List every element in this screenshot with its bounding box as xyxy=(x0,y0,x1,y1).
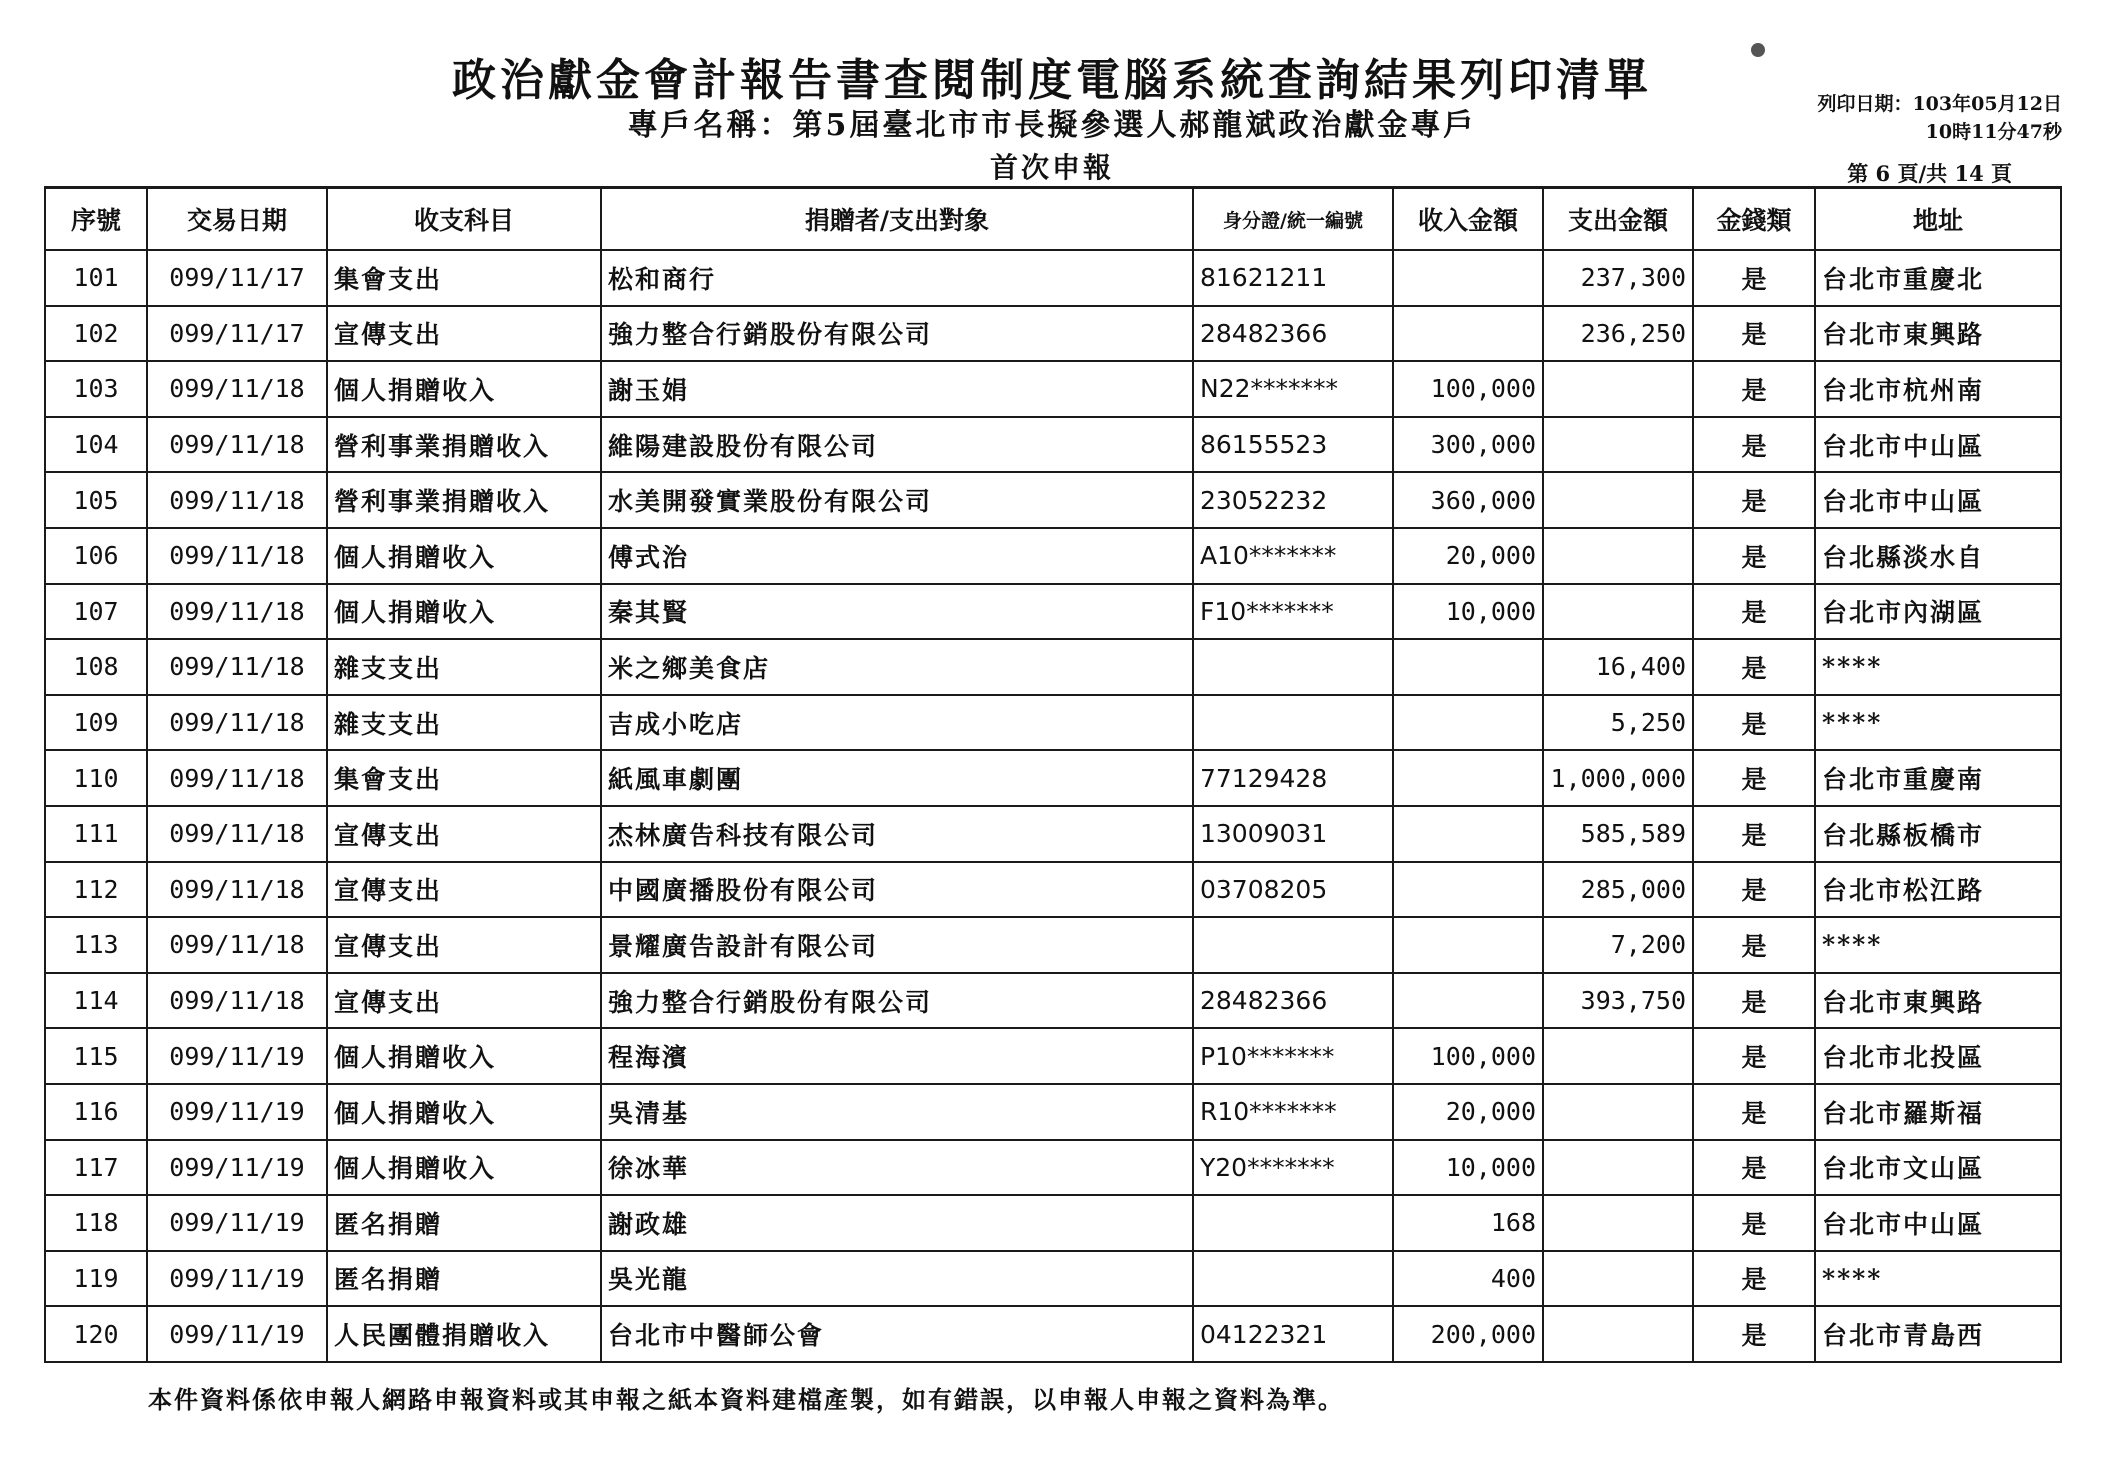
cell-id: P10******* xyxy=(1193,1028,1393,1084)
cell-income: 200,000 xyxy=(1393,1306,1543,1362)
table-row xyxy=(45,306,2061,362)
cell-expense xyxy=(1543,1306,1693,1362)
cell-expense: 16,400 xyxy=(1543,639,1693,695)
cell-cash-flag: 是 xyxy=(1693,1195,1815,1251)
cell-id: R10******* xyxy=(1193,1084,1393,1140)
cell-income: 20,000 xyxy=(1393,1084,1543,1140)
cell-id: Y20******* xyxy=(1193,1140,1393,1196)
table-row xyxy=(45,361,2061,417)
cell-date: 099/11/17 xyxy=(147,250,327,306)
cell-address: 台北市羅斯福 xyxy=(1815,1084,2061,1140)
cell-income xyxy=(1393,639,1543,695)
cell-date: 099/11/18 xyxy=(147,639,327,695)
cell-id: 04122321 xyxy=(1193,1306,1393,1362)
cell-expense xyxy=(1543,584,1693,640)
cell-cash-flag: 是 xyxy=(1693,306,1815,362)
cell-address: **** xyxy=(1815,1251,2061,1307)
cell-address: **** xyxy=(1815,639,2061,695)
cell-cash-flag: 是 xyxy=(1693,472,1815,528)
cell-address: 台北縣板橋市 xyxy=(1815,806,2061,862)
cell-id: 13009031 xyxy=(1193,806,1393,862)
cell-category: 匿名捐贈 xyxy=(327,1251,601,1307)
cell-expense xyxy=(1543,528,1693,584)
table-row xyxy=(45,417,2061,473)
cell-category: 宣傳支出 xyxy=(327,973,601,1029)
cell-income xyxy=(1393,862,1543,918)
col-header-seq: 序號 xyxy=(45,188,147,251)
cell-id: A10******* xyxy=(1193,528,1393,584)
cell-date: 099/11/19 xyxy=(147,1306,327,1362)
col-header-expense: 支出金額 xyxy=(1543,188,1693,251)
cell-party: 傅式治 xyxy=(601,528,1193,584)
cell-seq: 116 xyxy=(45,1084,147,1140)
cell-seq: 119 xyxy=(45,1251,147,1307)
cell-date: 099/11/19 xyxy=(147,1084,327,1140)
table-row xyxy=(45,528,2061,584)
cell-id: 03708205 xyxy=(1193,862,1393,918)
cell-seq: 111 xyxy=(45,806,147,862)
cell-id xyxy=(1193,917,1393,973)
cell-address: 台北市杭州南 xyxy=(1815,361,2061,417)
col-header-id: 身分證/統一編號 xyxy=(1193,188,1393,251)
report-type: 首次申報 xyxy=(989,151,1114,184)
cell-cash-flag: 是 xyxy=(1693,528,1815,584)
cell-date: 099/11/18 xyxy=(147,584,327,640)
print-date-line1: 列印日期：103年05月12日 xyxy=(1817,93,2062,115)
cell-category: 宣傳支出 xyxy=(327,306,601,362)
cell-party: 紙風車劇團 xyxy=(601,750,1193,806)
cell-id xyxy=(1193,639,1393,695)
cell-party: 吳清基 xyxy=(601,1084,1193,1140)
cell-seq: 102 xyxy=(45,306,147,362)
footer-note: 本件資料係依申報人網路申報資料或其申報之紙本資料建檔產製，如有錯誤，以申報人申報之資料為準。 xyxy=(148,1385,1344,1414)
cell-id xyxy=(1193,1195,1393,1251)
cell-income: 20,000 xyxy=(1393,528,1543,584)
cell-income xyxy=(1393,806,1543,862)
cell-cash-flag: 是 xyxy=(1693,862,1815,918)
cell-category: 集會支出 xyxy=(327,750,601,806)
cell-cash-flag: 是 xyxy=(1693,973,1815,1029)
table-row xyxy=(45,750,2061,806)
page-title: 政治獻金會計報告書查閱制度電腦系統查詢結果列印清單 xyxy=(452,55,1652,106)
cell-seq: 104 xyxy=(45,417,147,473)
cell-address: 台北市重慶南 xyxy=(1815,750,2061,806)
cell-address: 台北市北投區 xyxy=(1815,1028,2061,1084)
cell-cash-flag: 是 xyxy=(1693,1140,1815,1196)
cell-id: 28482366 xyxy=(1193,306,1393,362)
cell-expense xyxy=(1543,1195,1693,1251)
cell-address: 台北市中山區 xyxy=(1815,417,2061,473)
cell-expense: 7,200 xyxy=(1543,917,1693,973)
cell-date: 099/11/18 xyxy=(147,973,327,1029)
cell-category: 營利事業捐贈收入 xyxy=(327,472,601,528)
cell-address: 台北市內湖區 xyxy=(1815,584,2061,640)
ledger-table xyxy=(44,186,2062,1363)
cell-cash-flag: 是 xyxy=(1693,806,1815,862)
cell-seq: 105 xyxy=(45,472,147,528)
cell-income xyxy=(1393,917,1543,973)
cell-income xyxy=(1393,695,1543,751)
cell-party: 景耀廣告設計有限公司 xyxy=(601,917,1193,973)
cell-date: 099/11/18 xyxy=(147,917,327,973)
cell-address: 台北市松江路 xyxy=(1815,862,2061,918)
cell-expense xyxy=(1543,472,1693,528)
cell-party: 水美開發實業股份有限公司 xyxy=(601,472,1193,528)
page-info: 第 6 頁/共 14 頁 xyxy=(1847,161,2012,186)
cell-expense: 285,000 xyxy=(1543,862,1693,918)
cell-date: 099/11/19 xyxy=(147,1028,327,1084)
cell-income xyxy=(1393,306,1543,362)
cell-id: 86155523 xyxy=(1193,417,1393,473)
cell-seq: 108 xyxy=(45,639,147,695)
cell-address: 台北市中山區 xyxy=(1815,472,2061,528)
cell-expense xyxy=(1543,361,1693,417)
cell-party: 吉成小吃店 xyxy=(601,695,1193,751)
col-header-income: 收入金額 xyxy=(1393,188,1543,251)
cell-category: 雜支支出 xyxy=(327,639,601,695)
cell-seq: 114 xyxy=(45,973,147,1029)
table-row xyxy=(45,584,2061,640)
cell-date: 099/11/18 xyxy=(147,528,327,584)
cell-party: 謝玉娟 xyxy=(601,361,1193,417)
cell-category: 宣傳支出 xyxy=(327,917,601,973)
cell-category: 個人捐贈收入 xyxy=(327,1084,601,1140)
cell-seq: 109 xyxy=(45,695,147,751)
account-name: 專戶名稱：第5屆臺北市市長擬參選人郝龍斌政治獻金專戶 xyxy=(627,108,1477,143)
cell-seq: 101 xyxy=(45,250,147,306)
cell-address: 台北市重慶北 xyxy=(1815,250,2061,306)
cell-party: 程海濱 xyxy=(601,1028,1193,1084)
cell-category: 個人捐贈收入 xyxy=(327,1028,601,1084)
col-header-date: 交易日期 xyxy=(147,188,327,251)
cell-expense xyxy=(1543,1084,1693,1140)
cell-income: 10,000 xyxy=(1393,584,1543,640)
header-row xyxy=(45,188,2061,251)
table-row xyxy=(45,250,2061,306)
cell-date: 099/11/18 xyxy=(147,361,327,417)
cell-address: **** xyxy=(1815,695,2061,751)
cell-cash-flag: 是 xyxy=(1693,1028,1815,1084)
cell-party: 台北市中醫師公會 xyxy=(601,1306,1193,1362)
cell-cash-flag: 是 xyxy=(1693,750,1815,806)
table-row xyxy=(45,1251,2061,1307)
table-row xyxy=(45,806,2061,862)
cell-address: 台北市文山區 xyxy=(1815,1140,2061,1196)
cell-date: 099/11/18 xyxy=(147,806,327,862)
cell-income: 100,000 xyxy=(1393,1028,1543,1084)
cell-party: 維陽建設股份有限公司 xyxy=(601,417,1193,473)
cell-expense: 585,589 xyxy=(1543,806,1693,862)
cell-party: 徐冰華 xyxy=(601,1140,1193,1196)
cell-date: 099/11/19 xyxy=(147,1195,327,1251)
cell-seq: 106 xyxy=(45,528,147,584)
table-row xyxy=(45,862,2061,918)
cell-expense xyxy=(1543,1140,1693,1196)
cell-id: N22******* xyxy=(1193,361,1393,417)
cell-date: 099/11/18 xyxy=(147,417,327,473)
cell-income: 360,000 xyxy=(1393,472,1543,528)
cell-cash-flag: 是 xyxy=(1693,1084,1815,1140)
cell-party: 謝政雄 xyxy=(601,1195,1193,1251)
table-row xyxy=(45,695,2061,751)
cell-address: 台北縣淡水自 xyxy=(1815,528,2061,584)
print-date-line2: 10時11分47秒 xyxy=(1925,121,2062,143)
cell-party: 米之鄉美食店 xyxy=(601,639,1193,695)
cell-date: 099/11/18 xyxy=(147,750,327,806)
cell-seq: 118 xyxy=(45,1195,147,1251)
cell-address: 台北市東興路 xyxy=(1815,306,2061,362)
table-row xyxy=(45,1140,2061,1196)
cell-income: 100,000 xyxy=(1393,361,1543,417)
cell-category: 營利事業捐贈收入 xyxy=(327,417,601,473)
cell-seq: 107 xyxy=(45,584,147,640)
cell-party: 強力整合行銷股份有限公司 xyxy=(601,973,1193,1029)
ledger-body xyxy=(45,250,2061,1362)
cell-expense xyxy=(1543,417,1693,473)
cell-expense: 237,300 xyxy=(1543,250,1693,306)
table-row xyxy=(45,973,2061,1029)
cell-id xyxy=(1193,695,1393,751)
cell-id xyxy=(1193,1251,1393,1307)
cell-cash-flag: 是 xyxy=(1693,1306,1815,1362)
cell-date: 099/11/19 xyxy=(147,1140,327,1196)
cell-party: 杰林廣告科技有限公司 xyxy=(601,806,1193,862)
cell-date: 099/11/17 xyxy=(147,306,327,362)
col-header-party: 捐贈者/支出對象 xyxy=(601,188,1193,251)
table-row xyxy=(45,1306,2061,1362)
cell-address: 台北市青島西 xyxy=(1815,1306,2061,1362)
cell-category: 個人捐贈收入 xyxy=(327,584,601,640)
cell-expense: 5,250 xyxy=(1543,695,1693,751)
cell-cash-flag: 是 xyxy=(1693,250,1815,306)
cell-id: 28482366 xyxy=(1193,973,1393,1029)
table-row xyxy=(45,1084,2061,1140)
print-date xyxy=(1817,90,2062,146)
cell-income: 300,000 xyxy=(1393,417,1543,473)
cell-expense xyxy=(1543,1251,1693,1307)
cell-cash-flag: 是 xyxy=(1693,695,1815,751)
cell-date: 099/11/18 xyxy=(147,695,327,751)
cell-party: 中國廣播股份有限公司 xyxy=(601,862,1193,918)
table-row xyxy=(45,639,2061,695)
cell-seq: 115 xyxy=(45,1028,147,1084)
table-row xyxy=(45,472,2061,528)
cell-cash-flag: 是 xyxy=(1693,584,1815,640)
cell-income: 168 xyxy=(1393,1195,1543,1251)
cell-expense: 393,750 xyxy=(1543,973,1693,1029)
cell-cash-flag: 是 xyxy=(1693,639,1815,695)
cell-category: 宣傳支出 xyxy=(327,862,601,918)
cell-id: 81621211 xyxy=(1193,250,1393,306)
cell-cash-flag: 是 xyxy=(1693,917,1815,973)
cell-category: 集會支出 xyxy=(327,250,601,306)
cell-id: 23052232 xyxy=(1193,472,1393,528)
table-row xyxy=(45,1028,2061,1084)
cell-date: 099/11/18 xyxy=(147,862,327,918)
cell-category: 雜支支出 xyxy=(327,695,601,751)
cell-expense: 236,250 xyxy=(1543,306,1693,362)
cell-address: 台北市東興路 xyxy=(1815,973,2061,1029)
table-row xyxy=(45,1195,2061,1251)
cell-category: 個人捐贈收入 xyxy=(327,528,601,584)
cell-date: 099/11/19 xyxy=(147,1251,327,1307)
cell-cash-flag: 是 xyxy=(1693,417,1815,473)
cell-party: 吳光龍 xyxy=(601,1251,1193,1307)
cell-address: **** xyxy=(1815,917,2061,973)
cell-expense xyxy=(1543,1028,1693,1084)
cell-income xyxy=(1393,250,1543,306)
cell-cash-flag: 是 xyxy=(1693,1251,1815,1307)
cell-income: 10,000 xyxy=(1393,1140,1543,1196)
cell-income xyxy=(1393,750,1543,806)
cell-party: 松和商行 xyxy=(601,250,1193,306)
cell-category: 個人捐贈收入 xyxy=(327,1140,601,1196)
cell-category: 宣傳支出 xyxy=(327,806,601,862)
cell-party: 秦其賢 xyxy=(601,584,1193,640)
cell-income xyxy=(1393,973,1543,1029)
cell-id: F10******* xyxy=(1193,584,1393,640)
cell-seq: 117 xyxy=(45,1140,147,1196)
cell-category: 人民團體捐贈收入 xyxy=(327,1306,601,1362)
col-header-address: 地址 xyxy=(1815,188,2061,251)
cell-income: 400 xyxy=(1393,1251,1543,1307)
cell-category: 匿名捐贈 xyxy=(327,1195,601,1251)
cell-id: 77129428 xyxy=(1193,750,1393,806)
cell-expense: 1,000,000 xyxy=(1543,750,1693,806)
cell-date: 099/11/18 xyxy=(147,472,327,528)
cell-party: 強力整合行銷股份有限公司 xyxy=(601,306,1193,362)
cell-seq: 110 xyxy=(45,750,147,806)
cell-cash-flag: 是 xyxy=(1693,361,1815,417)
cell-seq: 113 xyxy=(45,917,147,973)
cell-seq: 120 xyxy=(45,1306,147,1362)
cell-category: 個人捐贈收入 xyxy=(327,361,601,417)
table-row xyxy=(45,917,2061,973)
col-header-cash: 金錢類 xyxy=(1693,188,1815,251)
cell-seq: 112 xyxy=(45,862,147,918)
cell-address: 台北市中山區 xyxy=(1815,1195,2061,1251)
col-header-category: 收支科目 xyxy=(327,188,601,251)
cell-seq: 103 xyxy=(45,361,147,417)
